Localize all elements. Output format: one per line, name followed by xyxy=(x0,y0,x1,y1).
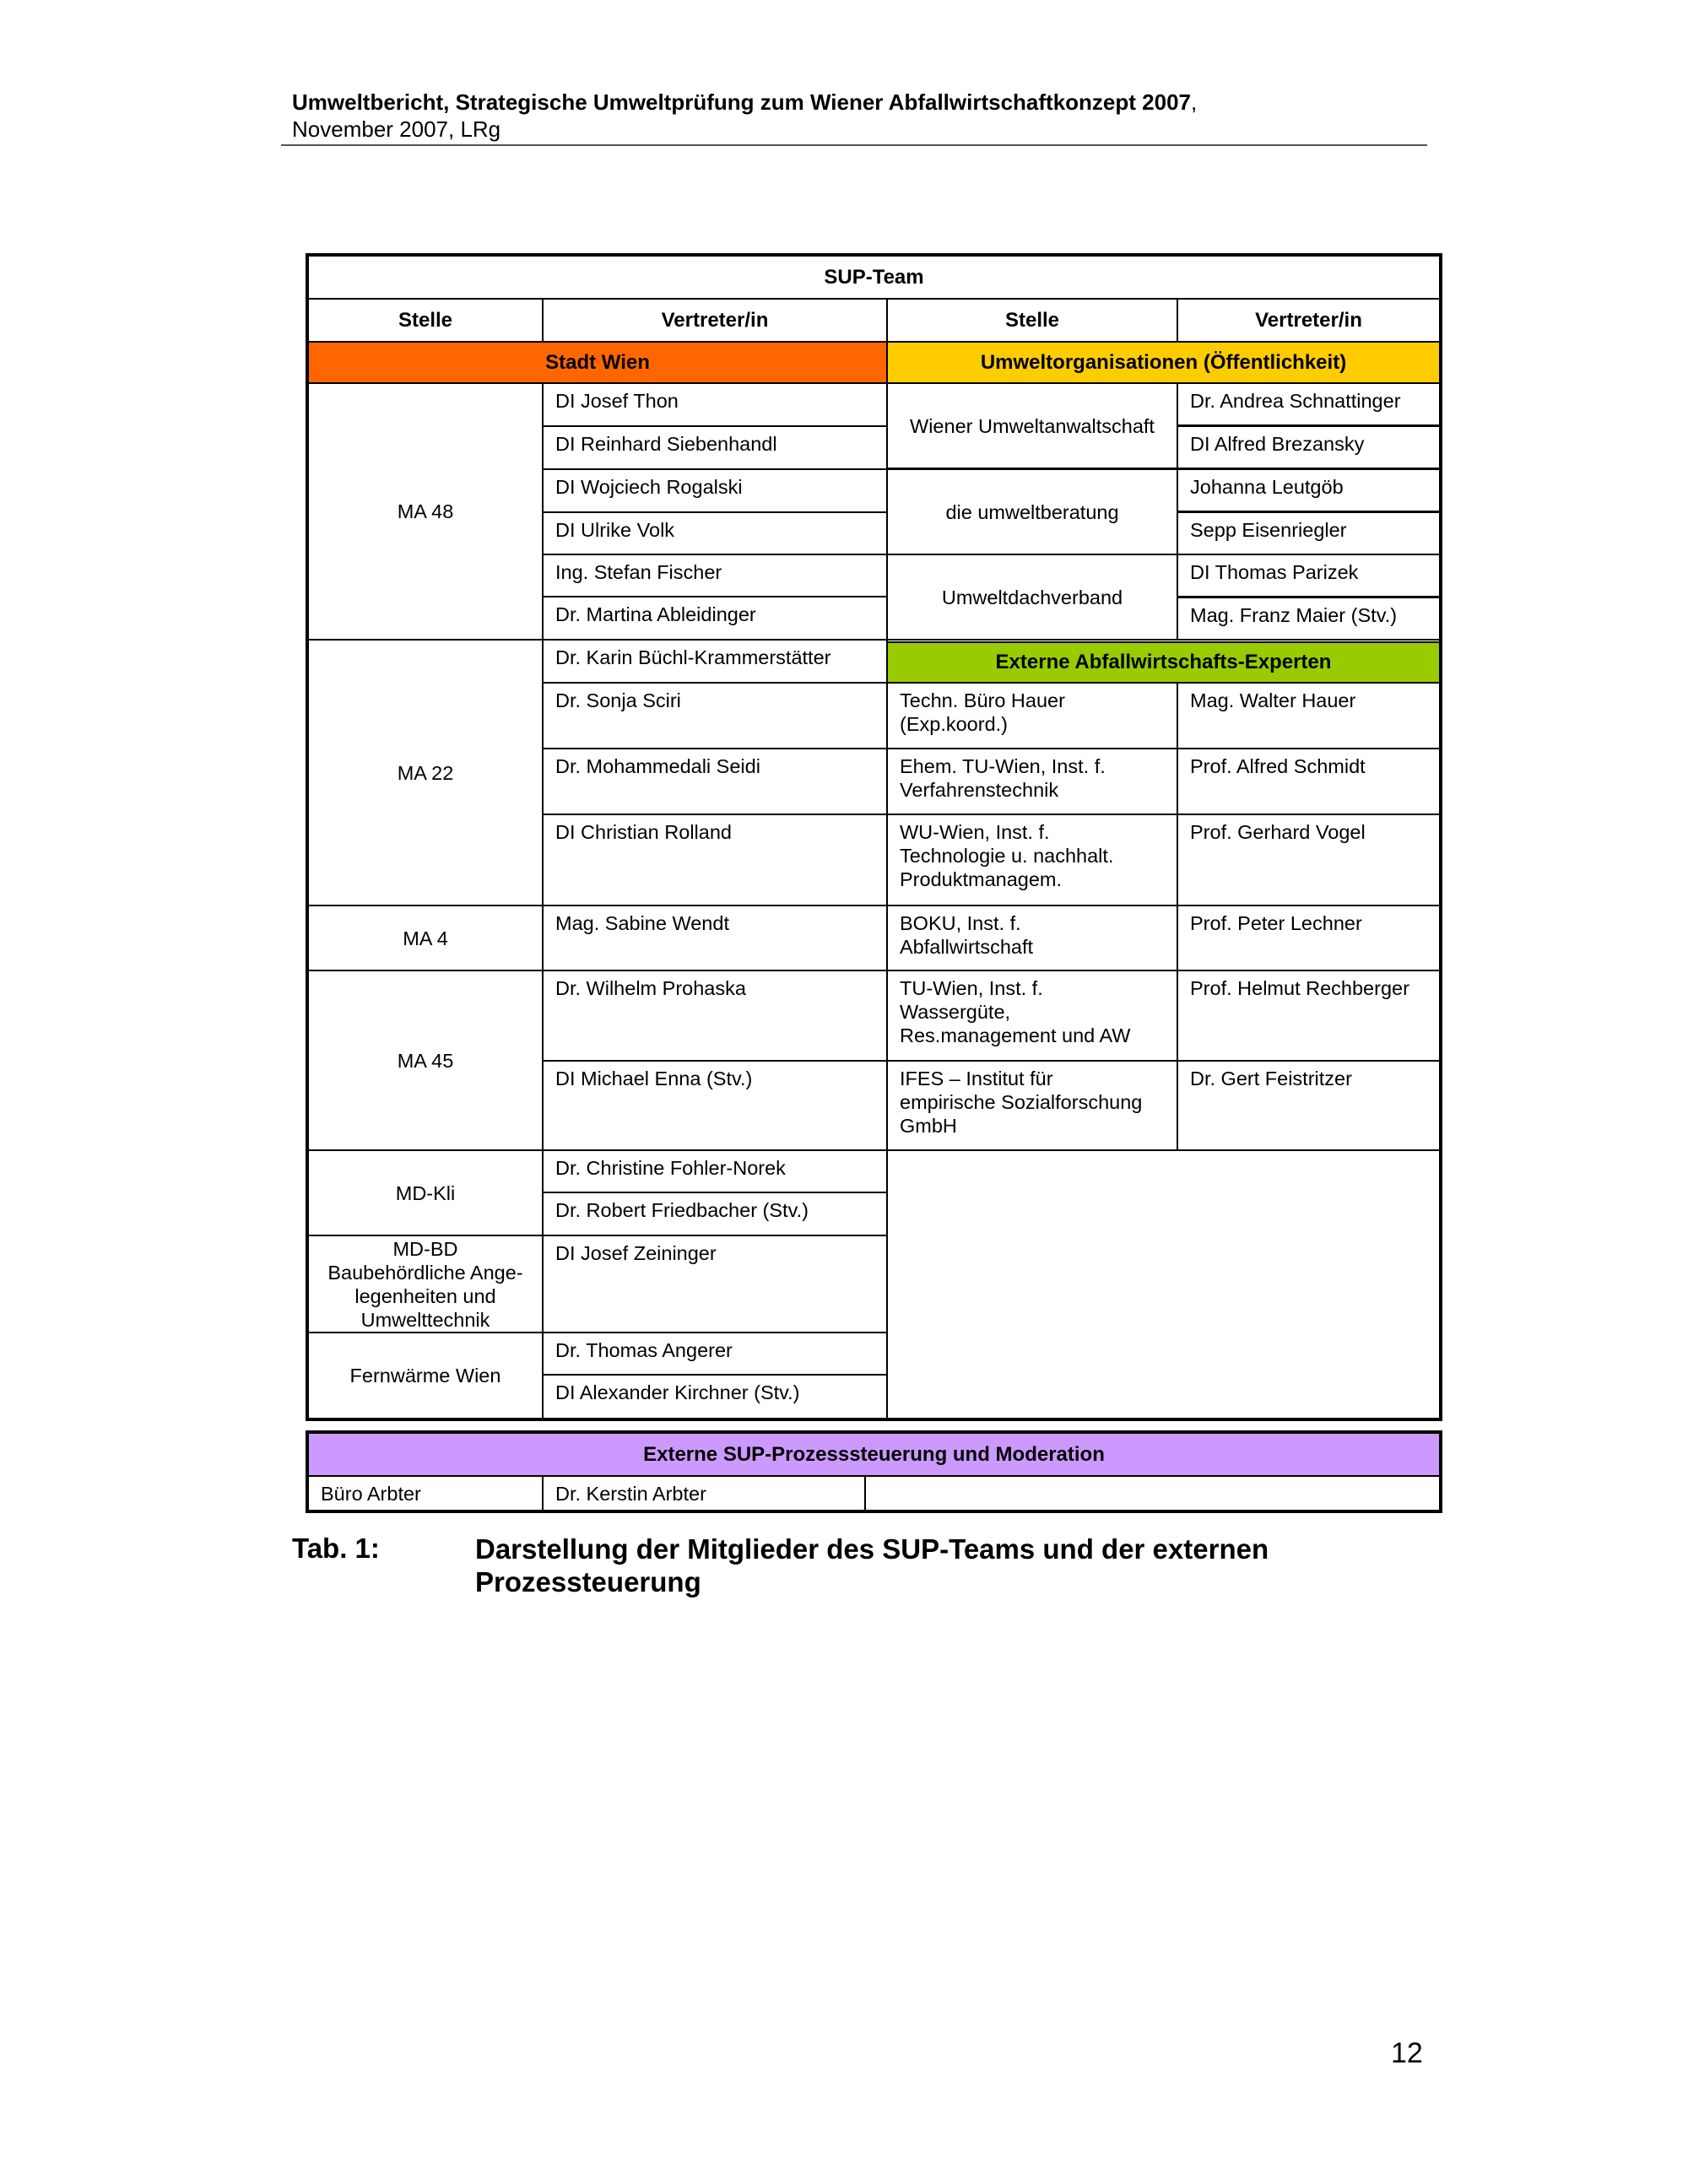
col-header-stelle: Stelle xyxy=(307,298,544,343)
member-cell: Ing. Stefan Fischer xyxy=(542,554,888,597)
empty-cell xyxy=(864,1475,1441,1511)
member-cell: DI Christian Rolland xyxy=(542,814,888,906)
member-cell: Prof. Alfred Schmidt xyxy=(1177,748,1441,815)
col-header-vertreter-right: Vertreter/in xyxy=(1177,298,1441,343)
member-cell: Dr. Robert Friedbacher (Stv.) xyxy=(542,1192,888,1236)
header-subtitle: November 2007, LRg xyxy=(292,116,501,142)
org-stelle: Umweltdachverband xyxy=(886,554,1178,641)
member-cell: Dr. Martina Ableidinger xyxy=(542,596,888,641)
member-cell: DI Alexander Kirchner (Stv.) xyxy=(542,1374,888,1419)
cell-line: WU-Wien, Inst. f. xyxy=(900,821,1050,843)
cell-line: TU-Wien, Inst. f. xyxy=(900,977,1043,999)
cell-line: Abfallwirtschaft xyxy=(900,936,1034,958)
cell-line: Techn. Büro Hauer xyxy=(900,689,1065,711)
member-cell: DI Josef Zeininger xyxy=(542,1235,888,1333)
member-cell: Dr. Mohammedali Seidi xyxy=(542,748,888,815)
member-cell: Dr. Christine Fohler-Norek xyxy=(542,1149,888,1193)
group-stelle: MA 4 xyxy=(307,905,544,971)
cell-line: IFES – Institut für xyxy=(900,1068,1053,1089)
member-cell: DI Thomas Parizek xyxy=(1177,554,1441,597)
table-title: SUP-Team xyxy=(307,255,1441,300)
cell-line: Umwelttechnik xyxy=(360,1308,490,1331)
member-cell: DI Wojciech Rogalski xyxy=(542,468,888,513)
caption-text: Darstellung der Mitglieder des SUP-Teams und der externen Prozessteuerung xyxy=(475,1533,1269,1597)
cell-line: empirische Sozialforschung xyxy=(900,1091,1143,1113)
cell-line: legenheiten und xyxy=(354,1284,496,1307)
cell-line: Produktmanagem. xyxy=(900,868,1063,890)
cell-line: BOKU, Inst. f. xyxy=(900,912,1021,934)
header-title: Umweltbericht, Strategische Umweltprüfung zum Wiener Abfallwirtschaftkonzept 2007, xyxy=(292,89,1198,115)
expert-stelle xyxy=(886,905,1178,971)
member-cell: Dr. Andrea Schnattinger xyxy=(1177,382,1441,426)
caption-label: Tab. 1: xyxy=(292,1533,380,1564)
member-cell: Mag. Sabine Wendt xyxy=(542,905,888,971)
cell-line: Technologie u. nachhalt. xyxy=(900,845,1114,867)
section-experten: Externe Abfallwirtschafts-Experten xyxy=(886,641,1441,684)
cell-line: MD-BD xyxy=(392,1237,458,1260)
member-cell: Dr. Sonja Sciri xyxy=(542,682,888,749)
org-stelle: die umweltberatung xyxy=(886,468,1178,555)
cell-line: GmbH xyxy=(900,1115,957,1137)
member-cell: Prof. Peter Lechner xyxy=(1177,905,1441,971)
section-stadt-wien: Stadt Wien xyxy=(307,341,888,384)
member-cell: Dr. Thomas Angerer xyxy=(542,1332,888,1376)
member-cell: Sepp Eisenriegler xyxy=(1177,511,1441,555)
header-divider xyxy=(281,144,1427,146)
cell-line: Verfahrenstechnik xyxy=(900,779,1059,801)
member-cell: DI Michael Enna (Stv.) xyxy=(542,1060,888,1151)
member-cell: Prof. Gerhard Vogel xyxy=(1177,814,1441,906)
cell-line: Baubehördliche Ange- xyxy=(327,1261,523,1284)
member-cell: Mag. Franz Maier (Stv.) xyxy=(1177,597,1441,641)
cell-line: Ehem. TU-Wien, Inst. f. xyxy=(900,755,1106,777)
member-cell: Dr. Kerstin Arbter xyxy=(542,1475,866,1511)
section-umweltorganisationen: Umweltorganisationen (Öffentlichkeit) xyxy=(886,341,1441,384)
expert-stelle xyxy=(886,682,1178,749)
expert-stelle xyxy=(886,814,1178,906)
group-stelle: MA 45 xyxy=(307,970,544,1151)
group-stelle: MD-Kli xyxy=(307,1149,544,1236)
org-stelle: Wiener Umweltanwaltschaft xyxy=(886,382,1178,469)
cell-line: Wassergüte, xyxy=(900,1001,1011,1023)
member-cell: Dr. Wilhelm Prohaska xyxy=(542,970,888,1062)
member-cell: DI Josef Thon xyxy=(542,382,888,427)
member-cell: Johanna Leutgöb xyxy=(1177,468,1441,512)
expert-stelle xyxy=(886,970,1178,1062)
group-stelle: MA 22 xyxy=(307,639,544,906)
section-prozess: Externe SUP-Prozesssteuerung und Moderation xyxy=(307,1432,1441,1477)
group-stelle xyxy=(307,1235,544,1333)
cell-line: Res.management und AW xyxy=(900,1024,1131,1046)
expert-stelle xyxy=(886,748,1178,815)
member-cell: Dr. Gert Feistritzer xyxy=(1177,1060,1441,1151)
member-cell: DI Reinhard Siebenhandl xyxy=(542,425,888,470)
member-cell: Dr. Karin Büchl-Krammerstätter xyxy=(542,639,888,684)
member-cell: Mag. Walter Hauer xyxy=(1177,682,1441,749)
col-header-vertreter: Vertreter/in xyxy=(542,298,888,343)
member-cell: DI Alfred Brezansky xyxy=(1177,425,1441,469)
expert-stelle xyxy=(886,1060,1178,1151)
empty-cell xyxy=(886,1149,1441,1419)
page-number: 12 xyxy=(1391,2037,1423,2069)
cell-line: (Exp.koord.) xyxy=(900,713,1008,735)
prozess-stelle: Büro Arbter xyxy=(307,1475,544,1511)
member-cell: DI Ulrike Volk xyxy=(542,511,888,555)
group-stelle: MA 48 xyxy=(307,382,544,641)
group-stelle: Fernwärme Wien xyxy=(307,1332,544,1419)
col-header-stelle-right: Stelle xyxy=(886,298,1178,343)
member-cell: Prof. Helmut Rechberger xyxy=(1177,970,1441,1062)
